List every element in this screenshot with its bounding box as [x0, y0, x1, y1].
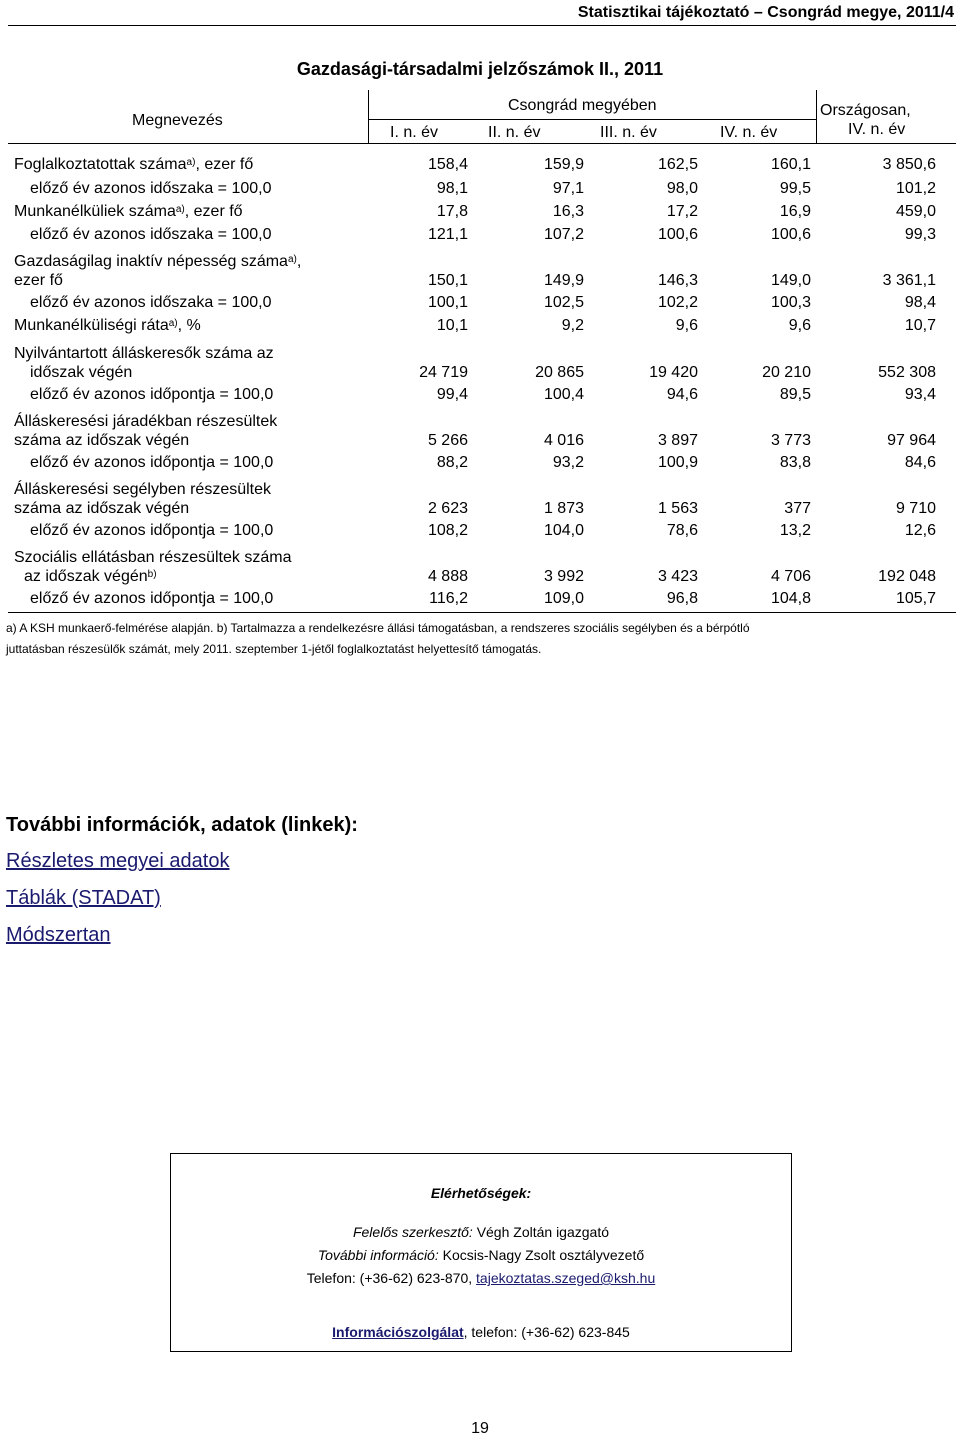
- cell-q1: 4 888: [427, 568, 468, 585]
- cell-q2: 93,2: [552, 454, 584, 471]
- table-row: [0, 152, 960, 174]
- cell-q1: 108,2: [427, 522, 468, 539]
- more-info-title: További információk, adatok (linkek):: [6, 814, 358, 836]
- cell-q2: 100,4: [543, 386, 584, 403]
- cell-national: 101,2: [895, 180, 936, 197]
- cell-q1: 24 719: [419, 364, 468, 381]
- header-bottom-rule: [8, 143, 956, 144]
- cell-q2: 97,1: [552, 180, 584, 197]
- cell-q2: 102,5: [543, 294, 584, 311]
- cell-q4: 149,0: [770, 272, 811, 289]
- contacts-box: [170, 1153, 792, 1352]
- cell-q4: 100,6: [770, 226, 811, 243]
- table-row: [0, 337, 960, 382]
- col-header-name: Megnevezés: [132, 112, 223, 129]
- cell-national: 12,6: [904, 522, 936, 539]
- table-row: [0, 222, 960, 244]
- col-header-national-period: IV. n. év: [848, 121, 906, 138]
- row-label: Álláskeresési segélyben részesültek száma az időszak végén: [14, 481, 272, 517]
- contacts-title: Elérhetőségek:: [430, 1185, 532, 1201]
- table-row: [0, 473, 960, 518]
- col-header-q3: III. n. év: [600, 124, 657, 141]
- cell-q2: 9,2: [561, 317, 584, 334]
- header-divider: [8, 25, 956, 26]
- table-row: [0, 405, 960, 450]
- row-label: előző év azonos időpontja = 100,0: [30, 522, 274, 539]
- cell-q3: 162,5: [657, 156, 698, 173]
- contacts-phone: Telefon: (+36-62) 623-870, tajekoztatas.szeged@ksh.hu: [306, 1270, 656, 1286]
- row-label: előző év azonos időszaka = 100,0: [30, 226, 272, 243]
- cell-q4: 20 210: [762, 364, 811, 381]
- row-label: Álláskeresési járadékban részesültek száma az időszak végén: [14, 413, 278, 449]
- cell-q1: 116,2: [429, 590, 468, 607]
- cell-national: 98,4: [904, 294, 936, 311]
- cell-q2: 20 865: [535, 364, 584, 381]
- footnote-line-2: juttatásban részesülők számát, mely 2011. szeptember 1-jétől foglalkoztatást helyettesítő támogatás.: [6, 642, 542, 656]
- contacts-editor: Felelős szerkesztő: Végh Zoltán igazgató: [352, 1224, 610, 1240]
- row-label: Munkanélküliek száma$^{a)}$, ezer fő: [14, 203, 243, 220]
- cell-q1: 150,1: [427, 272, 468, 289]
- cell-q4: 4 706: [770, 568, 811, 585]
- contacts-info: További információ: Kocsis-Nagy Zsolt osztályvezető: [317, 1247, 645, 1263]
- cell-national: 3 361,1: [882, 272, 936, 289]
- cell-q1: 5 266: [427, 432, 468, 449]
- cell-q4: 9,6: [788, 317, 811, 334]
- cell-q3: 102,2: [657, 294, 698, 311]
- header-separator-left: [368, 90, 369, 143]
- cell-q3: 19 420: [649, 364, 698, 381]
- cell-q1: 88,2: [436, 454, 468, 471]
- col-header-q4: IV. n. év: [720, 124, 778, 141]
- cell-q2: 107,2: [543, 226, 584, 243]
- table-title: Gazdasági-társadalmi jelzőszámok II., 2011: [296, 59, 664, 79]
- cell-q2: 159,9: [543, 156, 584, 173]
- table-row: [0, 382, 960, 404]
- cell-q4: 100,3: [770, 294, 811, 311]
- row-label: előző év azonos időszaka = 100,0: [30, 294, 272, 311]
- link-stadat-tables[interactable]: Táblák (STADAT): [6, 887, 161, 909]
- cell-q1: 100,1: [427, 294, 468, 311]
- email-link[interactable]: tajekoztatas.szeged@ksh.hu: [476, 1270, 656, 1286]
- cell-q1: 10,1: [436, 317, 468, 334]
- contacts-service: Információszolgálat, telefon: (+36-62) 623-845: [332, 1324, 630, 1340]
- cell-national: 105,7: [895, 590, 936, 607]
- cell-q4: 13,2: [779, 522, 811, 539]
- table-footnote: [6, 618, 956, 660]
- col-header-q2: II. n. év: [488, 124, 541, 141]
- cell-national: 3 850,6: [882, 156, 936, 173]
- cell-q4: 3 773: [770, 432, 811, 449]
- cell-q4: 83,8: [779, 454, 811, 471]
- county-header-rule: [368, 119, 816, 120]
- cell-q4: 160,1: [770, 156, 811, 173]
- table-row: [0, 246, 960, 290]
- footnote-line-1: a) A KSH munkaerő-felmérése alapján. b) Tartalmazza a rendelkezésre állási támogatásban, a rendszeres szociális segélyben és a bérpótló: [6, 621, 750, 635]
- cell-national: 84,6: [904, 454, 936, 471]
- cell-q3: 17,2: [666, 203, 698, 220]
- cell-national: 93,4: [904, 386, 936, 403]
- table-row: [0, 518, 960, 540]
- table-row: [0, 586, 960, 608]
- cell-q2: 3 992: [543, 568, 584, 585]
- cell-q1: 17,8: [436, 203, 468, 220]
- cell-q2: 104,0: [543, 522, 584, 539]
- cell-q3: 96,8: [666, 590, 698, 607]
- cell-national: 192 048: [878, 568, 936, 585]
- cell-q2: 1 873: [543, 500, 584, 517]
- cell-national: 99,3: [904, 226, 936, 243]
- cell-q1: 121,1: [427, 226, 468, 243]
- cell-q1: 2 623: [427, 500, 468, 517]
- row-label: előző év azonos időpontja = 100,0: [30, 590, 274, 607]
- row-label: előző év azonos időpontja = 100,0: [30, 454, 274, 471]
- cell-national: 552 308: [878, 364, 936, 381]
- cell-q3: 94,6: [666, 386, 698, 403]
- cell-q3: 1 563: [657, 500, 698, 517]
- document-header-title: Statisztikai tájékoztató – Csongrád megye, 2011/4: [577, 4, 954, 21]
- cell-q1: 158,4: [427, 156, 468, 173]
- table-row: [0, 199, 960, 221]
- cell-q3: 9,6: [675, 317, 698, 334]
- row-label: előző év azonos időpontja = 100,0: [30, 386, 274, 403]
- cell-national: 10,7: [904, 317, 936, 334]
- cell-national: 97 964: [887, 432, 936, 449]
- cell-q2: 16,3: [552, 203, 584, 220]
- cell-q3: 146,3: [657, 272, 698, 289]
- table-row: [0, 176, 960, 198]
- col-header-national: Országosan,: [820, 102, 911, 119]
- row-label: Munkanélküliségi ráta$^{a)}$, %: [14, 317, 201, 334]
- row-label: Gazdaságilag inaktív népesség száma$^{a)}$, ezer fő: [14, 253, 302, 289]
- cell-q4: 377: [784, 500, 811, 517]
- cell-q4: 89,5: [779, 386, 811, 403]
- cell-q3: 78,6: [666, 522, 698, 539]
- cell-q1: 98,1: [436, 180, 468, 197]
- table-row: [0, 450, 960, 472]
- cell-q4: 99,5: [779, 180, 811, 197]
- table-row: [0, 541, 960, 586]
- cell-q2: 149,9: [543, 272, 584, 289]
- row-label: Nyilvántartott álláskeresők száma az időszak végén: [14, 345, 274, 381]
- cell-q1: 99,4: [436, 386, 468, 403]
- link-detailed-county-data[interactable]: Részletes megyei adatok: [6, 850, 230, 872]
- cell-q3: 3 423: [657, 568, 698, 585]
- cell-q2: 109,0: [543, 590, 584, 607]
- cell-q3: 100,9: [657, 454, 698, 471]
- table-bottom-rule: [8, 612, 956, 613]
- cell-q3: 3 897: [657, 432, 698, 449]
- cell-q4: 16,9: [779, 203, 811, 220]
- col-header-county: Csongrád megyében: [508, 97, 657, 114]
- page-number: 19: [471, 1420, 489, 1437]
- link-methodology[interactable]: Módszertan: [6, 924, 111, 946]
- cell-q4: 104,8: [770, 590, 811, 607]
- header-separator-right: [816, 90, 817, 143]
- cell-q3: 98,0: [666, 180, 698, 197]
- table-row: [0, 313, 960, 335]
- table-row: [0, 290, 960, 312]
- row-label: Szociális ellátásban részesültek száma az időszak végén$^{b)}$: [14, 549, 292, 585]
- cell-q3: 100,6: [657, 226, 698, 243]
- cell-q2: 4 016: [543, 432, 584, 449]
- info-service-link[interactable]: Információszolgálat: [332, 1324, 464, 1340]
- cell-national: 459,0: [895, 203, 936, 220]
- row-label: előző év azonos időszaka = 100,0: [30, 180, 272, 197]
- row-label: Foglalkoztatottak száma$^{a)}$, ezer fő: [14, 156, 254, 173]
- cell-national: 9 710: [895, 500, 936, 517]
- col-header-q1: I. n. év: [390, 124, 439, 141]
